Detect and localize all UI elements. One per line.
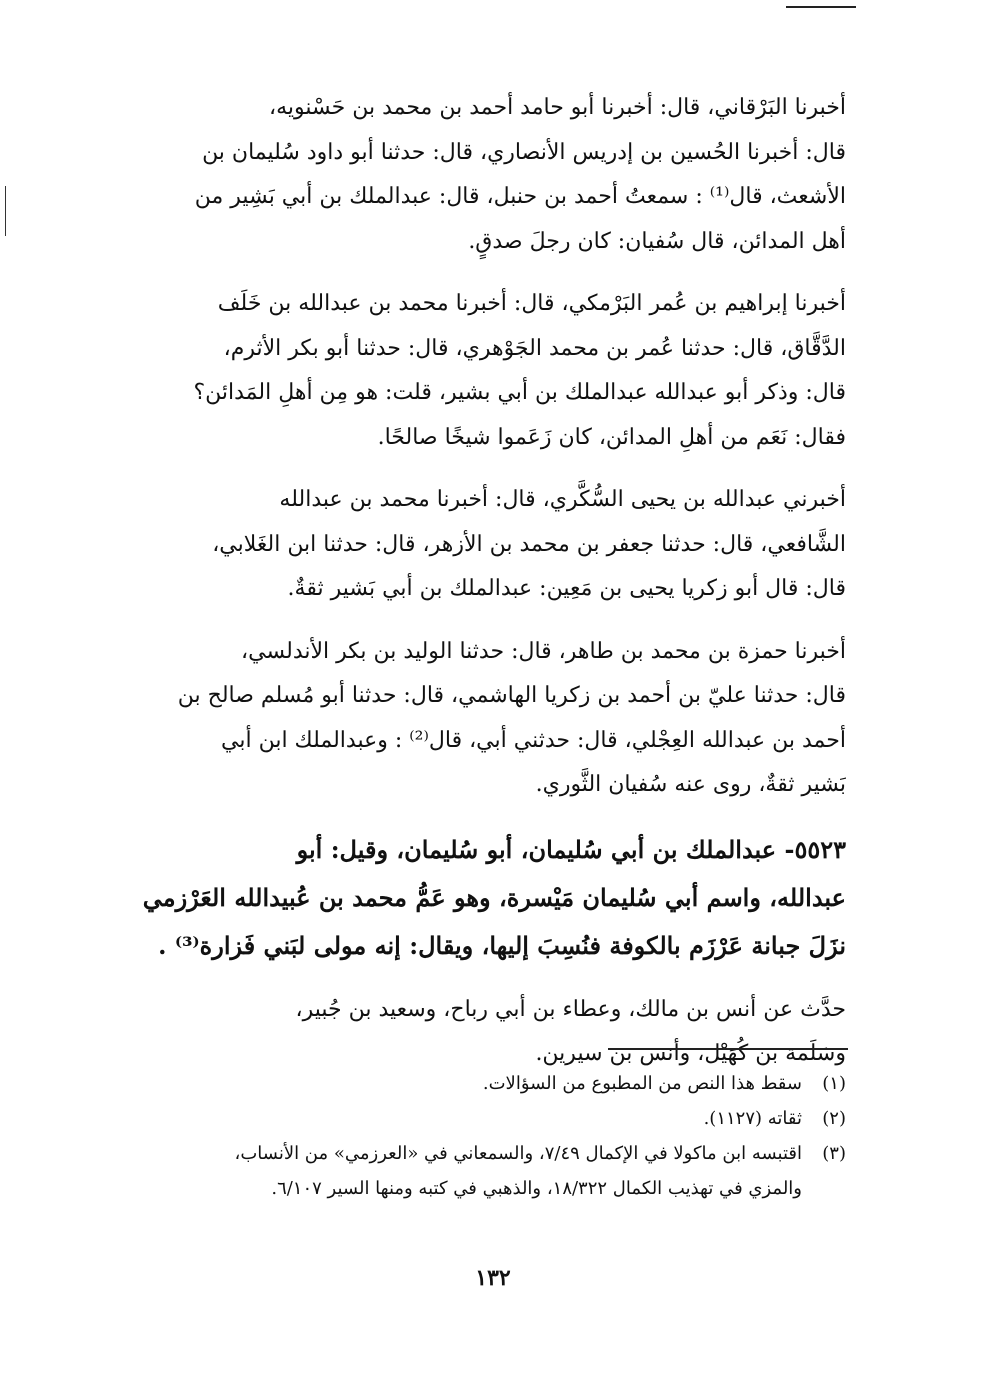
page-number: ١٣٢: [475, 1265, 511, 1291]
footnote-text: سقط هذا النص من المطبوع من السؤالات.: [482, 1073, 802, 1094]
text-line: أخبرنا حمزة بن محمد بن طاهر، قال: حدثنا الوليد بن بكر الأندلسي،: [241, 638, 846, 664]
paragraph-2: [136, 282, 846, 460]
paragraph-4: [136, 630, 846, 808]
text-line: قال: وذكر أبو عبدالله عبدالملك بن أبي بشير، قلت: هو مِن أهلِ المَدائن؟: [193, 380, 846, 405]
margin-mark: [5, 186, 6, 236]
paragraph-1: [136, 86, 846, 264]
text-line: الدَّقَّاق، قال: حدثنا عُمر بن محمد الجَوْهري، قال: حدثنا أبو بكر الأثرم،: [223, 335, 846, 361]
footnote-number: (١): [822, 1073, 846, 1094]
footnote-separator: [608, 1048, 848, 1050]
footnotes: [134, 1066, 846, 1206]
footnote-2: [134, 1101, 846, 1136]
text-line: أخبرني عبدالله بن يحيى السُّكَّري، قال: أخبرنا محمد بن عبدالله: [279, 487, 846, 512]
text-line: عبدالله، واسم أبي سُليمان مَيْسرة، وهو عَمُّ محمد بن عُبيدالله العَرْزمي: [142, 882, 846, 912]
text-line: ٥٥٢٣- عبدالملك بن أبي سُليمان، أبو سُليمان، وقيل: أبو: [296, 834, 846, 864]
text-line: فقال: نَعَم من أهلِ المدائن، كان زَعَموا شيخًا صالحًا.: [377, 424, 846, 450]
paragraph-3: [136, 478, 846, 612]
footnote-number: (٣): [822, 1143, 846, 1164]
text-line: بَشير ثقةٌ، روى عنه سُفيان الثَّوري.: [535, 772, 846, 797]
text-line: نزَلَ جبانة عَرْزَم بالكوفة فنُسِبَ إليها، ويقال: إنه مولى لبَني فَزارة⁽³⁾ .: [158, 930, 846, 960]
text-line: قال: قال أبو زكريا يحيى بن مَعِين: عبدالملك بن أبي بَشير ثقةٌ.: [287, 576, 846, 601]
biography-entry-heading: [136, 826, 846, 970]
top-rule: [786, 6, 856, 8]
footnote-text: اقتبسه ابن ماكولا في الإكمال ٧/٤٩، والسمعاني في «العرزمي» من الأنساب،: [234, 1143, 802, 1164]
text-line: الأشعث، قال⁽¹⁾ : سمعتُ أحمد بن حنبل، قال: عبدالملك بن أبي بَشِير من: [194, 184, 846, 209]
text-line: الشَّافعي، قال: حدثنا جعفر بن محمد بن الأزهر، قال: حدثنا ابن الغَلابي،: [212, 531, 846, 557]
body-text: [136, 86, 846, 1095]
text-line: قال: حدثنا عليّ بن أحمد بن زكريا الهاشمي، قال: حدثنا أبو مُسلم صالح بن: [177, 683, 846, 708]
text-line: أهل المدائن، قال سُفيان: كان رجلَ صدقٍ.: [468, 228, 846, 254]
text-line: وسَلَمة بن كُهَيْل، وأنس بن سيرين.: [535, 1041, 846, 1066]
text-line: أخبرنا إبراهيم بن عُمر البَرْمكي، قال: أخبرنا محمد بن عبدالله بن خَلَف: [217, 291, 846, 316]
footnote-number: (٢): [822, 1108, 846, 1129]
footnote-text: والمزي في تهذيب الكمال ١٨/٣٢٢، والذهبي في كتبه ومنها السير ٦/١٠٧.: [271, 1178, 802, 1199]
footnote-text: ثقاته (١١٢٧).: [703, 1108, 802, 1129]
paragraph-5: [136, 988, 846, 1077]
text-line: أخبرنا البَرْقاني، قال: أخبرنا أبو حامد أحمد بن محمد بن حَسْنويه،: [268, 95, 846, 120]
footnote-3: [134, 1136, 846, 1171]
footnote-1: [134, 1066, 846, 1101]
text-line: أحمد بن عبدالله العِجْلي، قال: حدثني أبي، قال⁽²⁾ : وعبدالملك ابن أبي: [221, 727, 846, 753]
text-line: حدَّث عن أنس بن مالك، وعطاء بن أبي رباح، وسعيد بن جُبير،: [295, 996, 846, 1022]
text-line: قال: أخبرنا الحُسين بن إدريس الأنصاري، قال: حدثنا أبو داود سُليمان بن: [202, 139, 846, 165]
